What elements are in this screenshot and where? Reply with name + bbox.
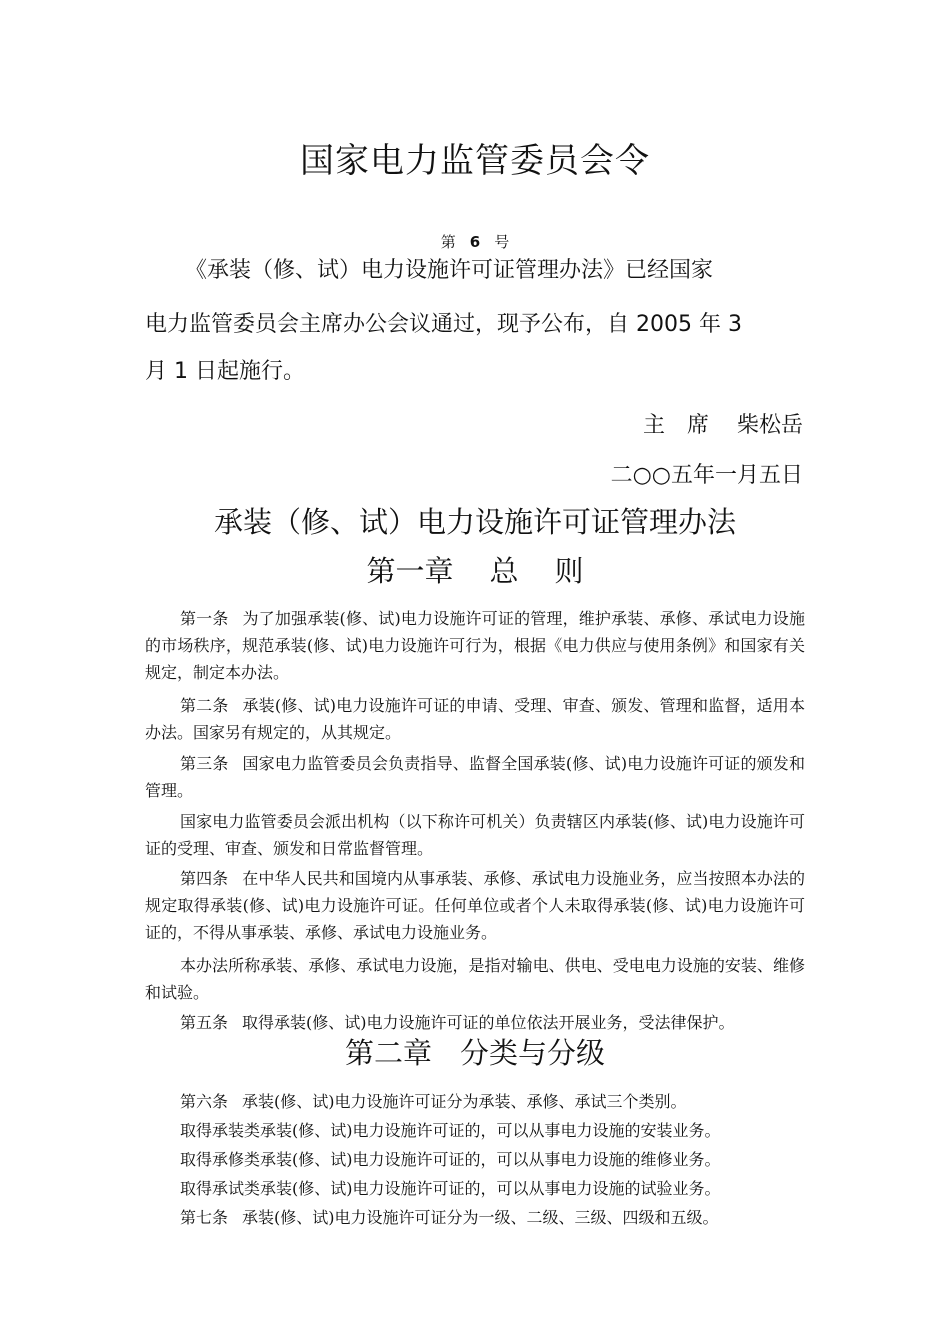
article-text: 取得承装(修、试)电力设施许可证的单位依法开展业务，受法律保护。 [242, 1013, 735, 1032]
article-text: 取得承修类承装(修、试)电力设施许可证的，可以从事电力设施的维修业务。 [180, 1150, 721, 1169]
article-number: 第六条 [180, 1092, 229, 1111]
article-text: 为了加强承装(修、试)电力设施许可证的管理，维护承装、承修、承试电力设施的市场秩序，规范承装(修、试)电力设施许可行为，根据《电力供应与使用条例》和国家有关规定，制定本办法。 [145, 609, 805, 682]
order-number-value: 6 [469, 233, 481, 251]
effective-year: 2005 [636, 312, 693, 337]
chapter-1-heading [0, 549, 950, 590]
chairman-title-2: 席 [686, 413, 709, 438]
order-prefix: 第 [440, 233, 456, 251]
article-text: 承装(修、试)电力设施许可证分为一级、二级、三级、四级和五级。 [242, 1208, 719, 1227]
chairman-signature [643, 408, 803, 439]
article-text: 承装(修、试)电力设施许可证的申请、受理、审查、颁发、管理和监督，适用本办法。国家另有规定的，从其规定。 [145, 696, 805, 742]
effective-month: 3 [728, 312, 743, 337]
document-title: 国家电力监管委员会令 [300, 141, 650, 181]
article-2 [145, 692, 805, 746]
announcement-text: 年 [699, 312, 722, 337]
article-3-clause [145, 808, 805, 862]
chapter-name-char: 总 [489, 554, 519, 588]
article-text: 本办法所称承装、承修、承试电力设施，是指对输电、供电、受电电力设施的安装、维修和试验。 [145, 956, 805, 1002]
article-4 [145, 865, 805, 946]
article-text: 取得承试类承装(修、试)电力设施许可证的，可以从事电力设施的试验业务。 [180, 1179, 721, 1198]
announcement-text: 日起施行。 [195, 359, 306, 384]
announcement-line-2 [145, 313, 742, 337]
article-text: 承装(修、试)电力设施许可证分为承装、承修、承试三个类别。 [242, 1092, 687, 1111]
article-number: 第七条 [180, 1208, 229, 1227]
chapter-name: 分类与分级 [460, 1036, 606, 1070]
article-6-clause [180, 1117, 721, 1144]
article-number: 第三条 [180, 754, 229, 773]
article-number: 第一条 [180, 609, 229, 628]
chapter-number: 第二章 [344, 1036, 432, 1070]
order-suffix: 号 [494, 233, 510, 251]
chapter-name-char: 则 [554, 554, 584, 588]
chapter-number: 第一章 [366, 554, 454, 588]
article-number: 第五条 [180, 1013, 229, 1032]
article-text: 在中华人民共和国境内从事承装、承修、承试电力设施业务，应当按照本办法的规定取得承装(修、试)电力设施许可证。任何单位或者个人未取得承装(修、试)电力设施许可证的，不得从事承装、承修、承试电力设施业务。 [145, 869, 805, 942]
chairman-title-1: 主 [642, 413, 665, 438]
announcement-line-1: 《承装（修、试）电力设施许可证管理办法》已经国家 [185, 258, 714, 283]
chairman-name: 柴松岳 [736, 413, 803, 438]
announcement-line-3 [145, 360, 305, 384]
article-text: 取得承装类承装(修、试)电力设施许可证的，可以从事电力设施的安装业务。 [180, 1121, 721, 1140]
announcement-text: 月 [145, 359, 168, 384]
article-1 [145, 605, 805, 686]
announcement-text: 电力监管委员会主席办公会议通过，现予公布，自 [145, 312, 630, 337]
article-6 [180, 1088, 687, 1115]
article-3 [145, 750, 805, 804]
article-text: 国家电力监管委员会派出机构（以下称许可机关）负责辖区内承装(修、试)电力设施许可证的受理、审查、颁发和日常监督管理。 [145, 812, 805, 858]
article-4-clause [145, 952, 805, 1006]
signature-date: 二○○五年一月五日 [610, 463, 803, 488]
effective-day: 1 [174, 359, 189, 384]
article-number: 第四条 [180, 869, 229, 888]
article-7 [180, 1204, 719, 1231]
article-text: 国家电力监管委员会负责指导、监督全国承装(修、试)电力设施许可证的颁发和管理。 [145, 754, 805, 800]
article-6-clause [180, 1146, 721, 1173]
order-number [0, 231, 950, 252]
law-title: 承装（修、试）电力设施许可证管理办法 [213, 505, 736, 539]
article-number: 第二条 [180, 696, 229, 715]
article-6-clause [180, 1175, 721, 1202]
chapter-2-heading [0, 1031, 950, 1072]
